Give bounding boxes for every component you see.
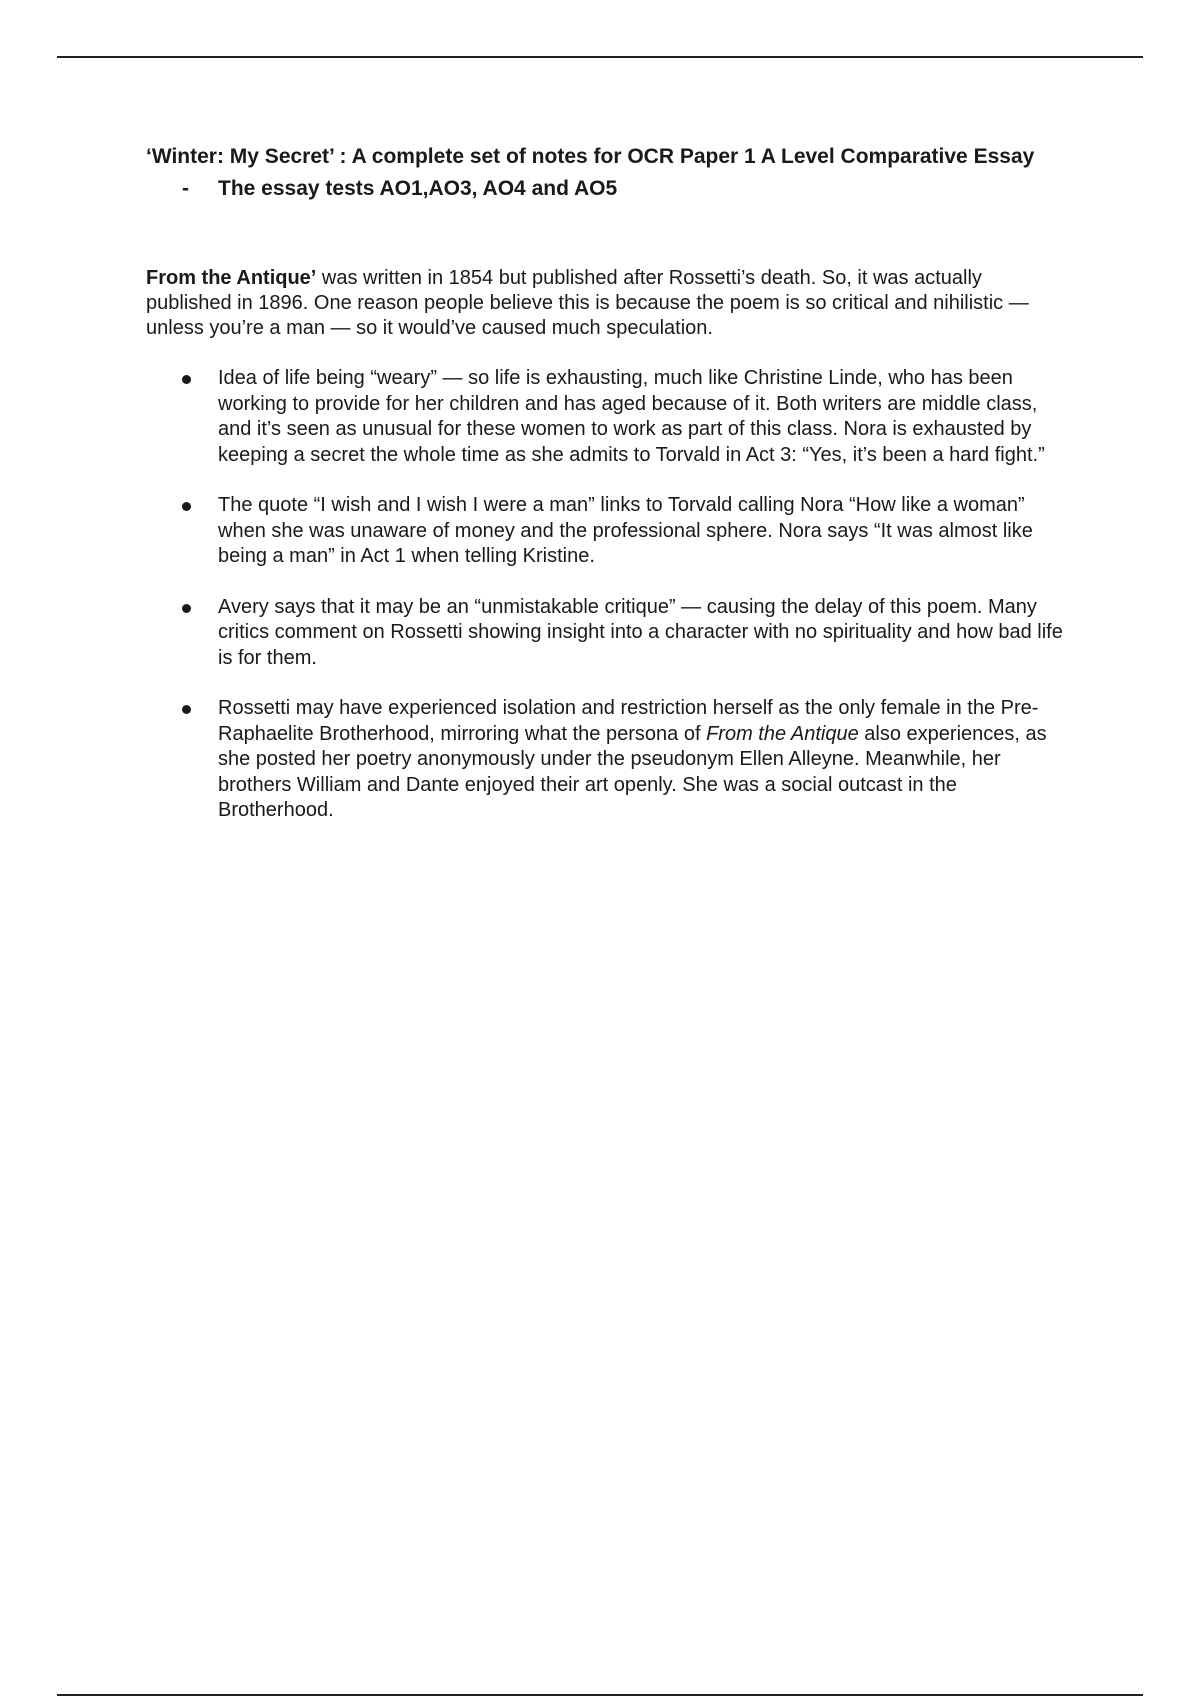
dash-marker: - — [182, 177, 189, 200]
list-item-text: The quote “I wish and I wish I were a man” links to Torvald calling Nora “How like a woman” when she was unaware of money and the professional sphere. Nora says “It was almost like being a man” in Act 1 when telling Kristine. — [218, 494, 1033, 567]
bullet-list — [146, 366, 1064, 824]
list-item — [146, 696, 1064, 824]
bottom-rule — [57, 1694, 1143, 1696]
list-item — [146, 493, 1064, 570]
poem-title-italic: From the Antique — [706, 722, 859, 745]
intro-lead: From the Antique’ — [146, 267, 317, 289]
list-item — [146, 595, 1064, 672]
list-item-text: Idea of life being “weary” — so life is exhausting, much like Christine Linde, who has been working to provide for her children and has aged because of it. Both writers are middle class, and it’s seen as unusual for these women to work as part of this class. Nora is exhausted by keeping a secret the whole time as she admits to Torvald in Act 3: “Yes, it’s been a hard fight.” — [218, 367, 1045, 466]
sub-list-item — [146, 175, 1064, 203]
intro-text: was written in 1854 but published after Rossetti’s death. So, it was actually published in 1896. One reason people believe this is because the poem is so critical and nihilistic — unless you’re a man — so it would’ve caused much speculation. — [146, 267, 1029, 339]
bullet-icon — [182, 705, 191, 714]
list-item — [146, 366, 1064, 468]
list-item-text-before: Rossetti may have experienced isolation and restriction herself as the only female in the Pre-Raphaelite Brotherhood, mirroring what the persona of — [218, 697, 1039, 745]
list-item-text-after: also experiences, as she posted her poetry anonymously under the pseudonym Ellen Alleyne. Meanwhile, her brothers William and Dante enjoyed their art openly. She was a social outcast in the Brotherhood. — [218, 722, 1047, 821]
top-rule — [57, 56, 1143, 58]
list-item-text: Avery says that it may be an “unmistakable critique” — causing the delay of this poem. Many critics comment on Rossetti showing insight into a character with no spirituality and how bad life is for them. — [218, 595, 1063, 669]
document-body — [146, 143, 1064, 849]
bullet-icon — [182, 604, 191, 613]
document-title: ‘Winter: My Secret’ : A complete set of notes for OCR Paper 1 A Level Comparative Essay — [146, 145, 1035, 168]
intro-paragraph — [146, 266, 1064, 341]
title-sub-list — [146, 175, 1064, 203]
sub-list-text: The essay tests AO1,AO3, AO4 and AO5 — [218, 177, 618, 200]
bullet-icon — [182, 502, 191, 511]
list-item-text — [218, 697, 1047, 821]
bullet-icon — [182, 375, 191, 384]
